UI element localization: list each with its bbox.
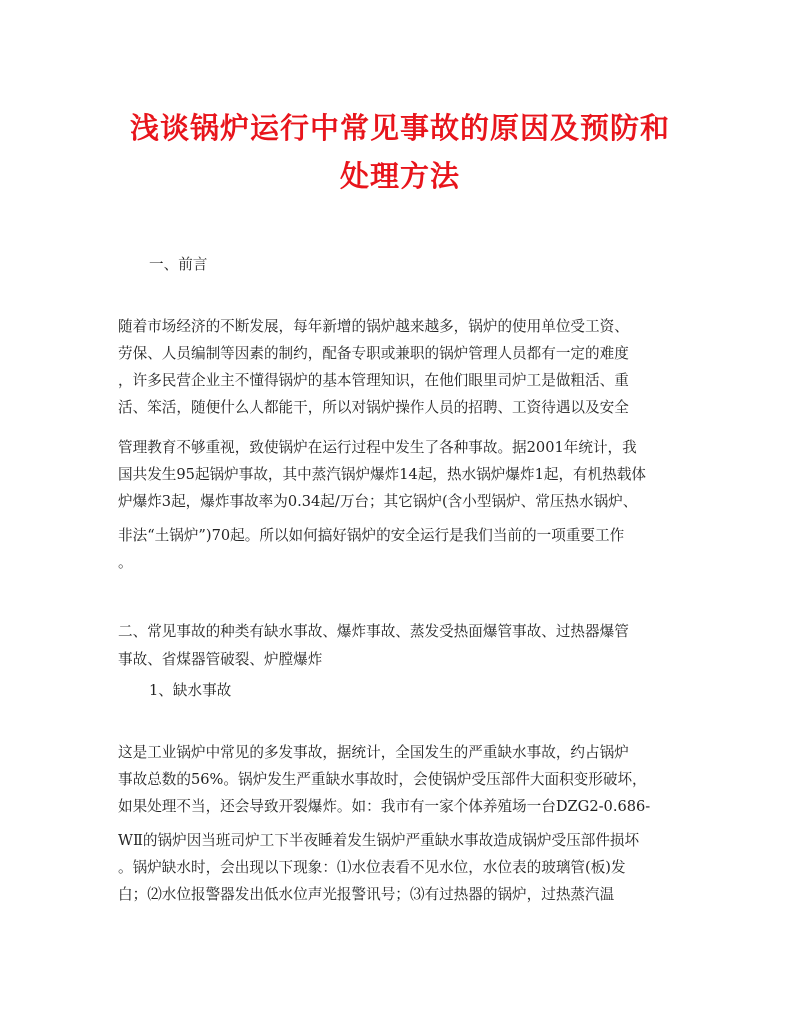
paragraph-line: 。锅炉缺水时，会出现以下现象：⑴水位表看不见水位，水位表的玻璃管(板)发 <box>118 859 626 876</box>
paragraph-line: 如果处理不当，还会导致开裂爆炸。如：我市有一家个体养殖场一台DZG2-0.686- <box>118 798 651 815</box>
paragraph-line: 劳保、人员编制等因素的制约，配备专职或兼职的锅炉管理人员都有一定的难度 <box>118 345 629 362</box>
paragraph-line: 活、笨活，随便什么人都能干，所以对锅炉操作人员的招聘、工资待遇以及安全 <box>118 399 629 416</box>
paragraph-line: 这是工业锅炉中常见的多发事故，据统计，全国发生的严重缺水事故，约占锅炉 <box>118 744 629 761</box>
paragraph-line: WⅡ的锅炉因当班司炉工下半夜睡着发生锅炉严重缺水事故造成锅炉受压部件损坏 <box>118 832 640 849</box>
document-title: 浅谈锅炉运行中常见事故的原因及预防和处理方法 <box>129 111 670 193</box>
paragraph-line: 白；⑵水位报警器发出低水位声光报警讯号；⑶有过热器的锅炉，过热蒸汽温 <box>118 886 615 903</box>
section-heading-preface: 一、前言 <box>149 256 208 273</box>
paragraph-line: 炉爆炸3起，爆炸事故率为0.34起/万台；其它锅炉(含小型锅炉、常压热水锅炉、 <box>118 493 638 510</box>
paragraph-line: 事故总数的56%。锅炉发生严重缺水事故时，会使锅炉受压部件大面积变形破坏， <box>118 771 647 788</box>
paragraph-line: 。 <box>118 554 133 571</box>
section-heading-accident-types: 事故、省煤器管破裂、炉膛爆炸 <box>118 651 323 668</box>
paragraph-line: 管理教育不够重视，致使锅炉在运行过程中发生了各种事故。据2001年统计，我 <box>118 439 637 456</box>
paragraph-line: 非法“土锅炉”)70起。所以如何搞好锅炉的安全运行是我们当前的一项重要工作 <box>118 527 625 544</box>
paragraph-line: 国共发生95起锅炉事故，其中蒸汽锅炉爆炸14起，热水锅炉爆炸1起，有机热载体 <box>118 466 647 483</box>
paragraph-line: ，许多民营企业主不懂得锅炉的基本管理知识，在他们眼里司炉工是做粗活、重 <box>118 372 629 389</box>
subheading-water-shortage: 1、缺水事故 <box>149 682 232 699</box>
section-heading-accident-types: 二、常见事故的种类有缺水事故、爆炸事故、蒸发受热面爆管事故、过热器爆管 <box>118 623 629 640</box>
paragraph-line: 随着市场经济的不断发展，每年新增的锅炉越来越多，锅炉的使用单位受工资、 <box>118 318 629 335</box>
